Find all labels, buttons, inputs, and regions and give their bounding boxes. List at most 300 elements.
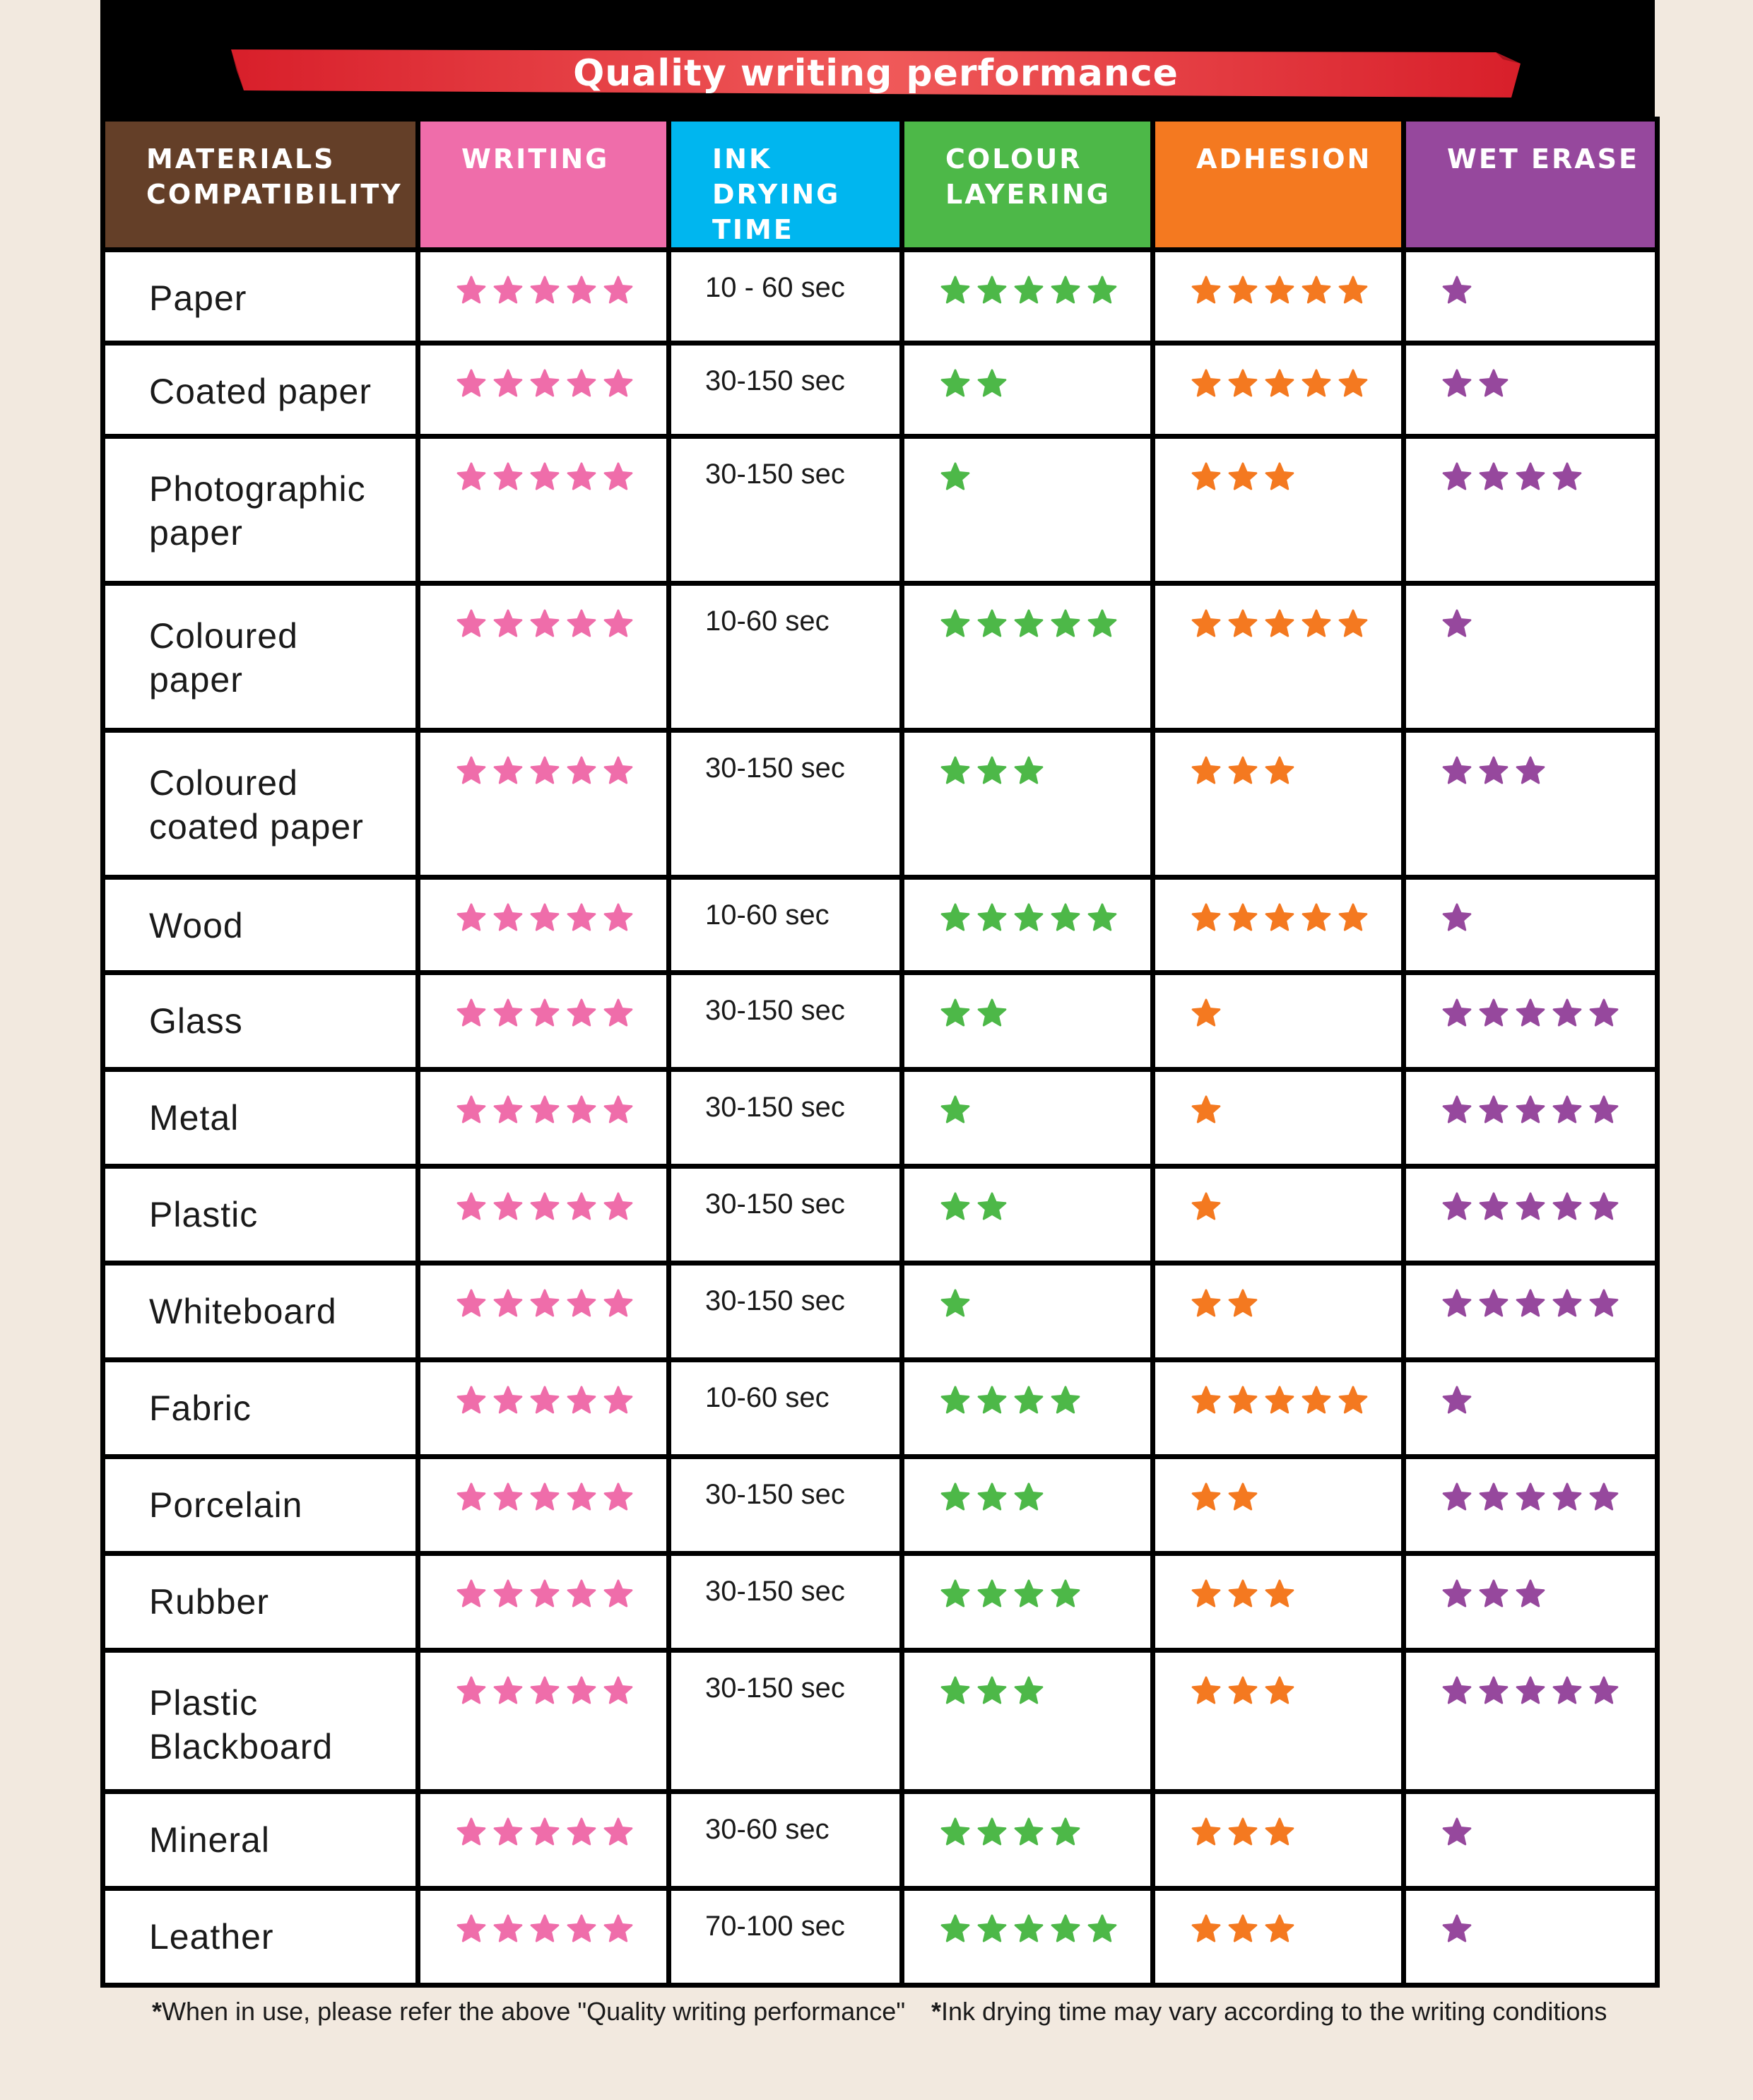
star-icon [566, 1482, 597, 1513]
star-icon [1478, 1191, 1509, 1222]
writing-rating [420, 975, 666, 1029]
wet-erase-cell [1404, 973, 1658, 1070]
star-icon [566, 608, 597, 639]
star-icon [1191, 368, 1222, 399]
star-icon [456, 461, 487, 492]
adhesion-cell [1153, 731, 1404, 878]
ink-drying-time: 10-60 sec [705, 899, 830, 931]
table-body [103, 250, 1658, 1986]
star-icon [456, 1191, 487, 1222]
writing-cell [418, 343, 669, 437]
writing-cell [418, 1792, 669, 1889]
adhesion-cell [1153, 1070, 1404, 1167]
star-icon [492, 1385, 524, 1416]
star-icon [603, 1095, 634, 1126]
star-icon [492, 461, 524, 492]
ink-drying-cell [669, 343, 902, 437]
star-icon [1552, 1191, 1583, 1222]
star-icon [1191, 1191, 1222, 1222]
table-row [103, 1554, 1658, 1651]
colour-layering-rating [904, 1169, 1150, 1222]
adhesion-cell [1153, 1554, 1404, 1651]
footnote-left: *When in use, please refer the above "Quality writing performance" [152, 1997, 906, 2026]
star-icon [1441, 608, 1472, 639]
star-icon [529, 1675, 560, 1706]
performance-table [100, 117, 1660, 1988]
colour-layering-cell [902, 1554, 1153, 1651]
adhesion-cell [1153, 1651, 1404, 1792]
adhesion-cell [1153, 437, 1404, 584]
colour-layering-cell [902, 973, 1153, 1070]
star-icon [976, 755, 1008, 786]
colour-layering-rating [904, 1794, 1150, 1848]
ink-drying-cell [669, 1070, 902, 1167]
star-icon [1191, 998, 1222, 1029]
colour-layering-rating [904, 586, 1150, 639]
title-ribbon [231, 49, 1521, 98]
adhesion-rating [1155, 1459, 1401, 1513]
star-icon [1191, 902, 1222, 933]
star-icon [456, 1288, 487, 1319]
material-cell [103, 437, 418, 584]
colour-layering-rating [904, 1362, 1150, 1416]
header-wet-erase: WET ERASE [1404, 119, 1658, 250]
star-icon [940, 275, 971, 306]
star-icon [976, 998, 1008, 1029]
star-icon [940, 1913, 971, 1945]
material-cell [103, 973, 418, 1070]
colour-layering-rating [904, 1653, 1150, 1706]
star-icon [1515, 1482, 1546, 1513]
table-row [103, 1263, 1658, 1360]
star-icon [1264, 1817, 1295, 1848]
ink-drying-cell [669, 1651, 902, 1792]
adhesion-rating [1155, 439, 1401, 492]
star-icon [492, 1913, 524, 1945]
wet-erase-rating [1406, 1891, 1655, 1945]
writing-cell [418, 1263, 669, 1360]
star-icon [940, 1482, 971, 1513]
star-icon [1301, 368, 1332, 399]
star-icon [1441, 902, 1472, 933]
wet-erase-cell [1404, 1360, 1658, 1457]
table-row [103, 1889, 1658, 1986]
star-icon [1338, 275, 1369, 306]
star-icon [1191, 1579, 1222, 1610]
material-name: Fabric [149, 1388, 252, 1428]
material-name: Glass [149, 1001, 243, 1041]
star-icon [492, 998, 524, 1029]
star-icon [1338, 902, 1369, 933]
ink-drying-cell [669, 878, 902, 973]
adhesion-cell [1153, 1263, 1404, 1360]
star-icon [940, 1288, 971, 1319]
ink-drying-cell [669, 250, 902, 343]
material-name: Mineral [149, 1820, 270, 1860]
table-row [103, 1360, 1658, 1457]
star-icon [1588, 1675, 1619, 1706]
star-icon [1301, 1385, 1332, 1416]
star-icon [1441, 1095, 1472, 1126]
star-icon [940, 368, 971, 399]
star-icon [1515, 755, 1546, 786]
star-icon [1441, 1817, 1472, 1848]
star-icon [492, 1579, 524, 1610]
star-icon [1552, 1288, 1583, 1319]
star-icon [456, 1675, 487, 1706]
colour-layering-cell [902, 1651, 1153, 1792]
star-icon [1013, 608, 1044, 639]
star-icon [1191, 755, 1222, 786]
wet-erase-cell [1404, 1457, 1658, 1554]
table-row [103, 878, 1658, 973]
adhesion-cell [1153, 1360, 1404, 1457]
star-icon [529, 368, 560, 399]
writing-rating [420, 1794, 666, 1848]
star-icon [1191, 1482, 1222, 1513]
material-name: Wood [149, 906, 244, 945]
star-icon [492, 368, 524, 399]
star-icon [529, 275, 560, 306]
writing-rating [420, 1169, 666, 1222]
wet-erase-rating [1406, 1459, 1655, 1513]
star-icon [1227, 1817, 1258, 1848]
colour-layering-cell [902, 1263, 1153, 1360]
ink-drying-time: 30-150 sec [705, 995, 845, 1026]
star-icon [603, 1385, 634, 1416]
star-icon [1227, 368, 1258, 399]
star-icon [940, 608, 971, 639]
colour-layering-rating [904, 346, 1150, 399]
colour-layering-rating [904, 252, 1150, 306]
star-icon [1050, 1579, 1081, 1610]
star-icon [940, 1675, 971, 1706]
colour-layering-rating [904, 1072, 1150, 1126]
star-icon [492, 1095, 524, 1126]
writing-rating [420, 252, 666, 306]
material-cell [103, 1263, 418, 1360]
star-icon [566, 1579, 597, 1610]
wet-erase-cell [1404, 1651, 1658, 1792]
star-icon [1441, 275, 1472, 306]
star-icon [1478, 755, 1509, 786]
colour-layering-cell [902, 1070, 1153, 1167]
star-icon [1191, 608, 1222, 639]
star-icon [492, 608, 524, 639]
header-ink-drying: INK DRYING TIME [669, 119, 902, 250]
star-icon [976, 1913, 1008, 1945]
star-icon [1552, 461, 1583, 492]
star-icon [1588, 1095, 1619, 1126]
material-name: Coated paper [149, 372, 372, 411]
star-icon [1191, 1095, 1222, 1126]
ink-drying-time: 30-150 sec [705, 753, 845, 784]
material-name: Coloured paper [149, 616, 298, 700]
star-icon [529, 1385, 560, 1416]
star-icon [492, 755, 524, 786]
table-row [103, 1167, 1658, 1263]
adhesion-rating [1155, 733, 1401, 786]
star-icon [1441, 1482, 1472, 1513]
star-icon [1478, 368, 1509, 399]
colour-layering-cell [902, 1457, 1153, 1554]
star-icon [1478, 461, 1509, 492]
star-icon [1301, 608, 1332, 639]
colour-layering-rating [904, 439, 1150, 492]
colour-layering-cell [902, 584, 1153, 731]
star-icon [529, 1579, 560, 1610]
star-icon [1227, 755, 1258, 786]
star-icon [1227, 1675, 1258, 1706]
wet-erase-cell [1404, 878, 1658, 973]
star-icon [940, 998, 971, 1029]
writing-cell [418, 1070, 669, 1167]
star-icon [1087, 1913, 1118, 1945]
star-icon [940, 461, 971, 492]
star-icon [529, 1288, 560, 1319]
wet-erase-rating [1406, 1794, 1655, 1848]
star-icon [566, 1675, 597, 1706]
table-row [103, 1457, 1658, 1554]
ink-drying-cell [669, 1554, 902, 1651]
wet-erase-rating [1406, 1653, 1655, 1706]
star-icon [529, 1817, 560, 1848]
star-icon [566, 461, 597, 492]
star-icon [1264, 1675, 1295, 1706]
star-icon [1050, 902, 1081, 933]
star-icon [603, 275, 634, 306]
material-cell [103, 1457, 418, 1554]
star-icon [1588, 1482, 1619, 1513]
ink-drying-time: 30-150 sec [705, 1673, 845, 1704]
star-icon [1441, 755, 1472, 786]
star-icon [1515, 1579, 1546, 1610]
star-icon [1264, 275, 1295, 306]
material-name: Leather [149, 1917, 274, 1957]
star-icon [976, 1579, 1008, 1610]
ink-drying-time: 30-150 sec [705, 459, 845, 490]
wet-erase-rating [1406, 880, 1655, 933]
colour-layering-cell [902, 437, 1153, 584]
writing-cell [418, 250, 669, 343]
wet-erase-rating [1406, 975, 1655, 1029]
star-icon [976, 275, 1008, 306]
ink-drying-cell [669, 1457, 902, 1554]
adhesion-cell [1153, 1457, 1404, 1554]
colour-layering-cell [902, 878, 1153, 973]
material-name: Plastic [149, 1195, 259, 1234]
adhesion-rating [1155, 1653, 1401, 1706]
star-icon [1191, 275, 1222, 306]
writing-cell [418, 1651, 669, 1792]
star-icon [1264, 1913, 1295, 1945]
writing-rating [420, 1556, 666, 1610]
star-icon [456, 1579, 487, 1610]
star-icon [1191, 461, 1222, 492]
star-icon [1588, 1191, 1619, 1222]
colour-layering-cell [902, 1360, 1153, 1457]
adhesion-rating [1155, 346, 1401, 399]
star-icon [603, 1675, 634, 1706]
adhesion-cell [1153, 878, 1404, 973]
colour-layering-cell [902, 1889, 1153, 1986]
star-icon [566, 1095, 597, 1126]
ink-drying-time: 10-60 sec [705, 1382, 830, 1413]
ink-drying-cell [669, 731, 902, 878]
wet-erase-cell [1404, 1554, 1658, 1651]
star-icon [1227, 461, 1258, 492]
star-icon [1478, 1482, 1509, 1513]
header-adhesion: ADHESION [1153, 119, 1404, 250]
material-name: Paper [149, 278, 247, 318]
adhesion-rating [1155, 880, 1401, 933]
star-icon [492, 275, 524, 306]
star-icon [1478, 1579, 1509, 1610]
wet-erase-rating [1406, 439, 1655, 492]
table-row [103, 1070, 1658, 1167]
writing-rating [420, 586, 666, 639]
star-icon [1191, 1913, 1222, 1945]
star-icon [492, 1817, 524, 1848]
material-cell [103, 1889, 418, 1986]
wet-erase-rating [1406, 252, 1655, 306]
colour-layering-rating [904, 1266, 1150, 1319]
adhesion-rating [1155, 1362, 1401, 1416]
star-icon [976, 1191, 1008, 1222]
star-icon [1264, 608, 1295, 639]
table-row [103, 250, 1658, 343]
star-icon [1191, 1675, 1222, 1706]
ink-drying-time: 10-60 sec [705, 606, 830, 637]
star-icon [529, 1482, 560, 1513]
ink-drying-time: 30-150 sec [705, 1188, 845, 1220]
ink-drying-cell [669, 1263, 902, 1360]
star-icon [456, 1385, 487, 1416]
ink-drying-cell [669, 437, 902, 584]
star-icon [1552, 1675, 1583, 1706]
writing-cell [418, 584, 669, 731]
wet-erase-cell [1404, 1889, 1658, 1986]
star-icon [529, 1095, 560, 1126]
star-icon [1013, 275, 1044, 306]
star-icon [1515, 998, 1546, 1029]
star-icon [456, 998, 487, 1029]
wet-erase-cell [1404, 731, 1658, 878]
colour-layering-rating [904, 975, 1150, 1029]
star-icon [456, 1817, 487, 1848]
star-icon [529, 1913, 560, 1945]
wet-erase-cell [1404, 250, 1658, 343]
star-icon [603, 902, 634, 933]
ink-drying-time: 30-150 sec [705, 1479, 845, 1510]
star-icon [566, 1817, 597, 1848]
star-icon [456, 368, 487, 399]
material-cell [103, 584, 418, 731]
wet-erase-rating [1406, 733, 1655, 786]
material-cell [103, 1360, 418, 1457]
star-icon [1050, 1385, 1081, 1416]
star-icon [566, 755, 597, 786]
star-icon [976, 902, 1008, 933]
colour-layering-rating [904, 733, 1150, 786]
wet-erase-cell [1404, 1167, 1658, 1263]
ink-drying-time: 10 - 60 sec [705, 272, 845, 303]
star-icon [529, 902, 560, 933]
material-cell [103, 1792, 418, 1889]
wet-erase-rating [1406, 1072, 1655, 1126]
star-icon [1013, 1675, 1044, 1706]
star-icon [940, 1817, 971, 1848]
star-icon [1087, 902, 1118, 933]
table-row [103, 1792, 1658, 1889]
writing-rating [420, 439, 666, 492]
header-colour-layering: COLOUR LAYERING [902, 119, 1153, 250]
table-row [103, 437, 1658, 584]
adhesion-rating [1155, 1891, 1401, 1945]
star-icon [492, 1675, 524, 1706]
ink-drying-time: 30-150 sec [705, 1285, 845, 1316]
star-icon [1588, 998, 1619, 1029]
ink-drying-time: 30-150 sec [705, 1576, 845, 1607]
star-icon [976, 1675, 1008, 1706]
writing-rating [420, 1653, 666, 1706]
material-cell [103, 1651, 418, 1792]
star-icon [603, 1913, 634, 1945]
material-name: Whiteboard [149, 1292, 337, 1331]
star-icon [976, 1817, 1008, 1848]
writing-cell [418, 437, 669, 584]
star-icon [1013, 1579, 1044, 1610]
writing-rating [420, 1072, 666, 1126]
adhesion-cell [1153, 1889, 1404, 1986]
star-icon [1478, 1288, 1509, 1319]
ink-drying-cell [669, 1360, 902, 1457]
star-icon [603, 461, 634, 492]
star-icon [1191, 1385, 1222, 1416]
star-icon [1301, 902, 1332, 933]
star-icon [1478, 1095, 1509, 1126]
star-icon [1441, 461, 1472, 492]
star-icon [1441, 1288, 1472, 1319]
star-icon [603, 608, 634, 639]
wet-erase-rating [1406, 1556, 1655, 1610]
wet-erase-cell [1404, 437, 1658, 584]
page-title: Quality writing performance [573, 52, 1179, 95]
star-icon [976, 608, 1008, 639]
writing-cell [418, 1889, 669, 1986]
star-icon [603, 998, 634, 1029]
star-icon [1264, 755, 1295, 786]
colour-layering-cell [902, 1792, 1153, 1889]
star-icon [1338, 1385, 1369, 1416]
header-materials: MATERIALS COMPATIBILITY [103, 119, 418, 250]
star-icon [940, 1385, 971, 1416]
star-icon [529, 998, 560, 1029]
star-icon [456, 755, 487, 786]
material-name: Plastic Blackboard [149, 1683, 334, 1766]
star-icon [456, 608, 487, 639]
material-cell [103, 878, 418, 973]
ink-drying-time: 70-100 sec [705, 1911, 845, 1942]
star-icon [456, 1913, 487, 1945]
writing-rating [420, 1891, 666, 1945]
star-icon [1087, 608, 1118, 639]
star-icon [456, 275, 487, 306]
wet-erase-cell [1404, 1070, 1658, 1167]
writing-cell [418, 1554, 669, 1651]
star-icon [1227, 902, 1258, 933]
writing-rating [420, 1459, 666, 1513]
